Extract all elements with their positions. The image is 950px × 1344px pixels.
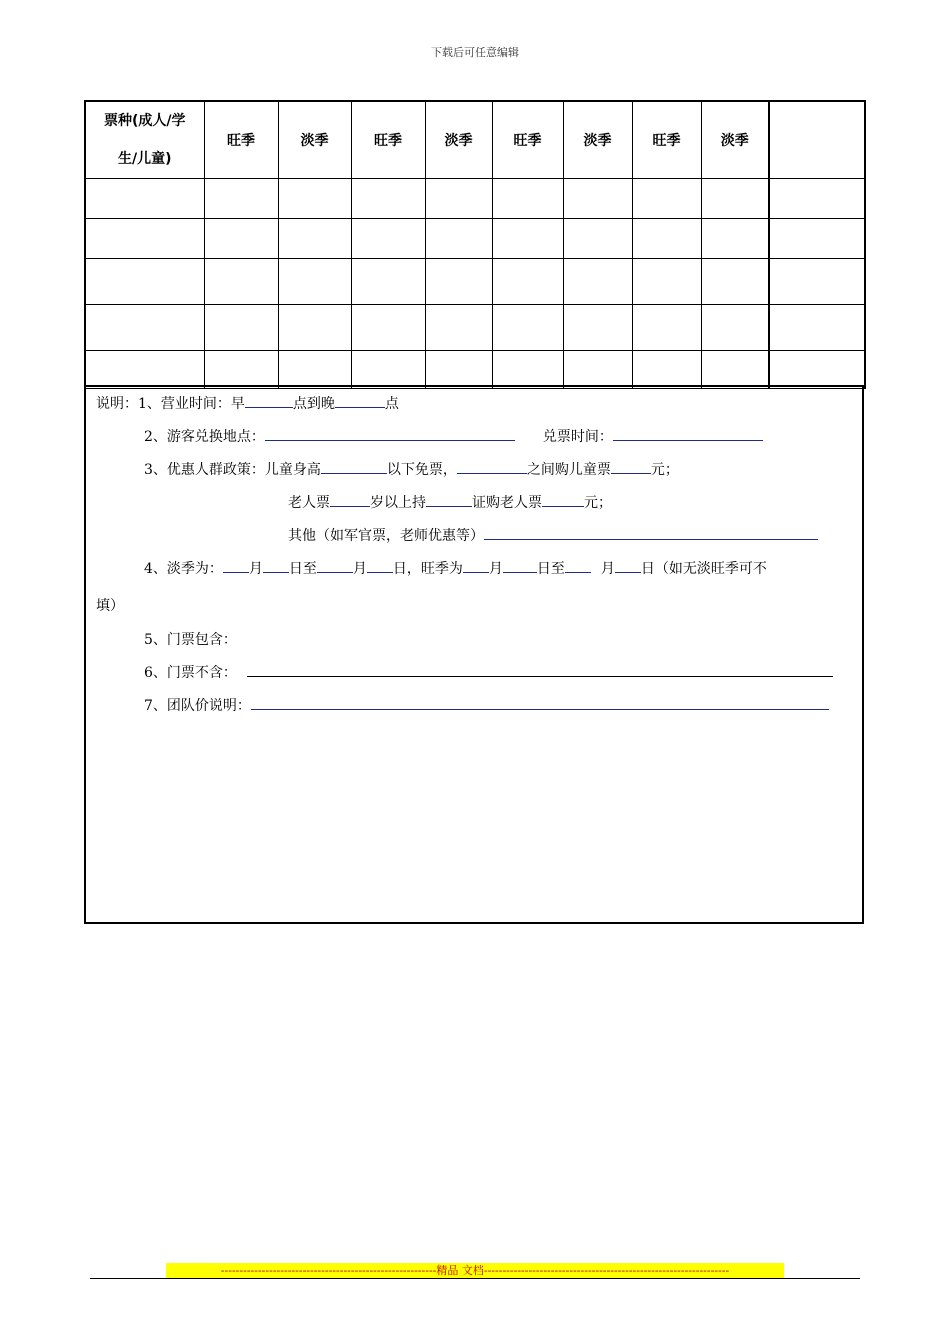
table-cell[interactable] <box>425 259 492 305</box>
table-cell[interactable] <box>425 179 492 219</box>
excludes-blank[interactable] <box>247 662 833 677</box>
group-price-blank[interactable] <box>251 695 829 710</box>
off-end-day-blank[interactable] <box>367 558 393 573</box>
table-cell[interactable] <box>351 219 425 259</box>
table-cell[interactable] <box>351 179 425 219</box>
close-time-blank[interactable] <box>335 393 385 408</box>
table-cell[interactable] <box>492 219 563 259</box>
table-cell[interactable] <box>351 305 425 351</box>
season-header: 淡季 <box>425 101 492 179</box>
note-senior-ticket: 老人票 岁以上持 证购老人票 元； <box>288 492 612 512</box>
table-cell[interactable] <box>278 219 351 259</box>
note-season-dates: 4、淡季为： 月 日至 月 日，旺季为 月 日至 月 日（如无淡旺季可不 <box>144 558 767 578</box>
table-cell[interactable] <box>85 179 204 219</box>
table-cell[interactable] <box>701 219 769 259</box>
note-business-hours: 说明：1、营业时间：早 点到晚 点 <box>96 393 399 413</box>
table-cell[interactable] <box>563 351 632 389</box>
note-exchange-location: 2、游客兑换地点： 兑票时间： <box>144 426 763 446</box>
child-height-blank[interactable] <box>321 459 387 474</box>
table-header-row <box>85 101 865 179</box>
peak-end-day-blank[interactable] <box>615 558 641 573</box>
table-cell[interactable] <box>278 351 351 389</box>
note-group-price: 7、团队价说明： <box>144 695 829 715</box>
table-cell[interactable] <box>563 179 632 219</box>
exchange-location-blank[interactable] <box>265 426 515 441</box>
table-cell[interactable] <box>204 351 278 389</box>
season-header: 旺季 <box>204 101 278 179</box>
off-start-day-blank[interactable] <box>263 558 289 573</box>
table-cell[interactable] <box>632 179 701 219</box>
page-header: 下载后可任意编辑 <box>431 46 519 59</box>
table-cell[interactable] <box>701 305 769 351</box>
note-ticket-includes: 5、门票包含： <box>144 632 237 648</box>
footer-rule <box>90 1278 860 1279</box>
child-range-blank[interactable] <box>457 459 527 474</box>
season-header: 淡季 <box>278 101 351 179</box>
table-cell[interactable] <box>632 305 701 351</box>
ticket-price-table <box>84 100 866 389</box>
table-cell[interactable] <box>563 259 632 305</box>
senior-cert-blank[interactable] <box>426 492 472 507</box>
table-cell[interactable] <box>563 219 632 259</box>
table-cell[interactable] <box>769 305 865 351</box>
table-cell[interactable] <box>769 179 865 219</box>
table-cell[interactable] <box>278 305 351 351</box>
table-cell[interactable] <box>425 219 492 259</box>
table-cell[interactable] <box>563 305 632 351</box>
senior-age-blank[interactable] <box>330 492 370 507</box>
table-cell[interactable] <box>85 259 204 305</box>
footer-band: ----------------------------------------------------------精品 文档------------------------------------------------------------------ <box>166 1263 784 1278</box>
table-cell[interactable] <box>701 351 769 389</box>
table-row <box>85 305 865 351</box>
table-cell[interactable] <box>701 179 769 219</box>
table-cell[interactable] <box>632 259 701 305</box>
table-cell[interactable] <box>278 179 351 219</box>
season-header: 旺季 <box>632 101 701 179</box>
ticket-type-label-line2: 生/儿童) <box>117 151 172 167</box>
child-price-blank[interactable] <box>611 459 651 474</box>
note-season-wrap: 填） <box>96 598 124 614</box>
table-cell[interactable] <box>425 305 492 351</box>
other-discount-blank[interactable] <box>484 525 818 540</box>
note-ticket-excludes: 6、门票不含： <box>144 662 833 682</box>
table-cell[interactable] <box>85 305 204 351</box>
ticket-type-label-line1: 票种(成人/学 <box>103 113 186 129</box>
table-cell[interactable] <box>632 351 701 389</box>
peak-start-day-blank[interactable] <box>503 558 537 573</box>
season-header: 淡季 <box>701 101 769 179</box>
table-cell[interactable] <box>701 259 769 305</box>
table-cell[interactable] <box>204 179 278 219</box>
table-cell[interactable] <box>204 259 278 305</box>
note-other-discount: 其他（如军官票，老师优惠等） <box>288 525 818 545</box>
season-header: 旺季 <box>492 101 563 179</box>
table-cell[interactable] <box>769 351 865 389</box>
season-header: 旺季 <box>351 101 425 179</box>
off-start-month-blank[interactable] <box>223 558 249 573</box>
note-discount-policy: 3、优惠人群政策：儿童身高 以下免票， 之间购儿童票 元； <box>144 459 679 479</box>
open-time-blank[interactable] <box>245 393 293 408</box>
extra-header-cell <box>769 101 865 179</box>
table-cell[interactable] <box>769 219 865 259</box>
exchange-time-blank[interactable] <box>613 426 763 441</box>
table-cell[interactable] <box>351 259 425 305</box>
table-row <box>85 259 865 305</box>
peak-end-month-blank[interactable] <box>565 558 591 573</box>
ticket-type-header <box>85 101 204 179</box>
off-end-month-blank[interactable] <box>317 558 353 573</box>
table-cell[interactable] <box>204 305 278 351</box>
table-cell[interactable] <box>492 179 563 219</box>
table-cell[interactable] <box>492 259 563 305</box>
table-cell[interactable] <box>632 219 701 259</box>
table-cell[interactable] <box>351 351 425 389</box>
table-cell[interactable] <box>85 351 204 389</box>
table-cell[interactable] <box>204 219 278 259</box>
table-cell[interactable] <box>425 351 492 389</box>
table-cell[interactable] <box>769 259 865 305</box>
table-cell[interactable] <box>278 259 351 305</box>
notes-section <box>84 385 864 924</box>
table-cell[interactable] <box>492 305 563 351</box>
table-row <box>85 179 865 219</box>
table-row <box>85 219 865 259</box>
table-cell[interactable] <box>492 351 563 389</box>
senior-price-blank[interactable] <box>542 492 584 507</box>
season-header: 淡季 <box>563 101 632 179</box>
table-row <box>85 351 865 389</box>
peak-start-month-blank[interactable] <box>463 558 489 573</box>
table-cell[interactable] <box>85 219 204 259</box>
